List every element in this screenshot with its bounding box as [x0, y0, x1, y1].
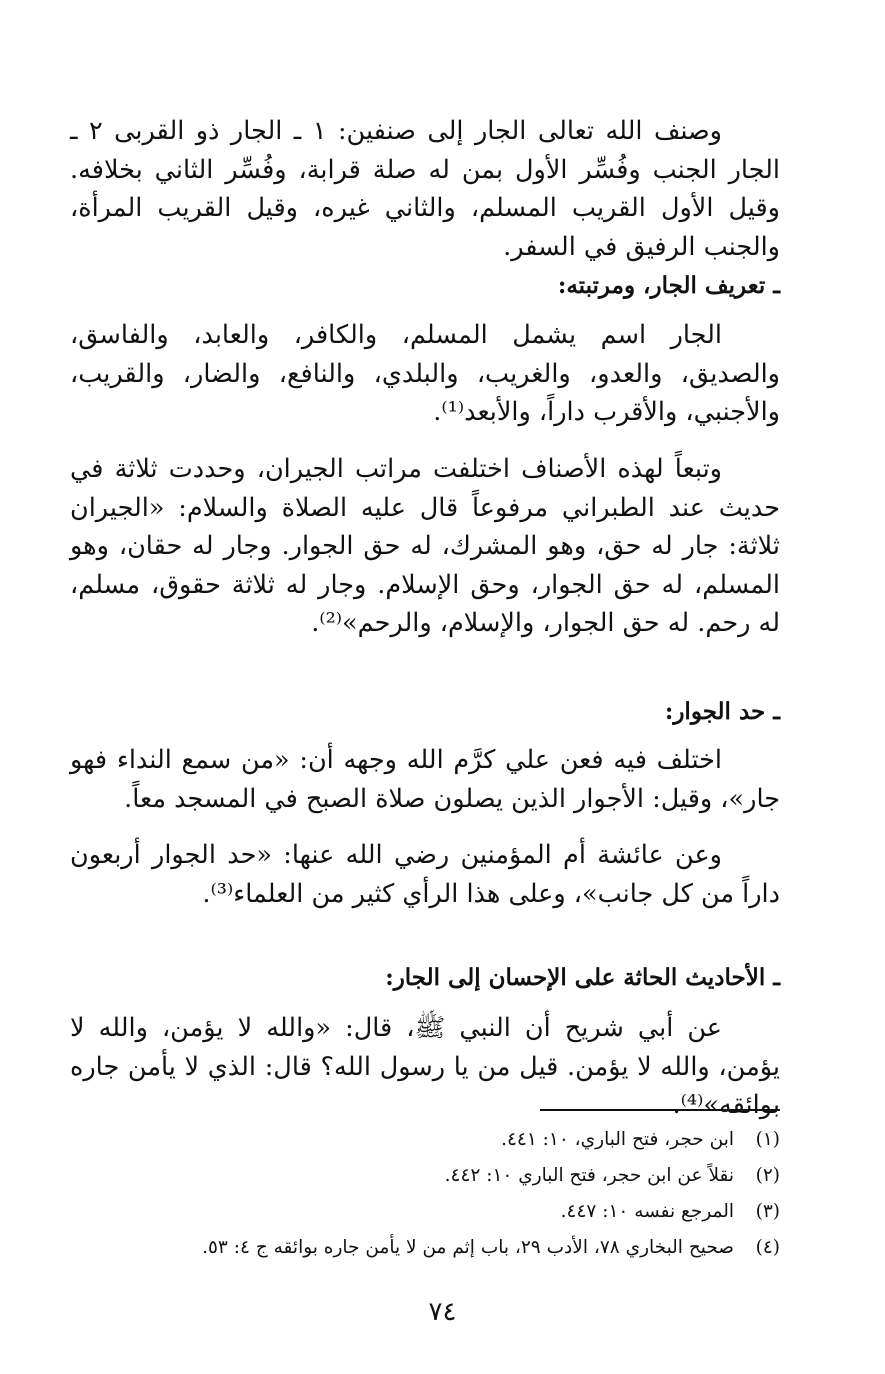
hadith-text: عن أبي شريح أن النبي ﷺ، قال: «والله لا يؤمن، والله لا يؤمن، والله لا يؤمن. قيل من يا رسول الله؟ قال: الذي لا يأمن جاره بوائقه»⁽⁴⁾. — [70, 1013, 780, 1120]
footnote-text: نقلاً عن ابن حجر، فتح الباري ١٠: ٤٤٢. — [444, 1165, 734, 1186]
definition-paragraph — [70, 316, 780, 432]
page-number: ٧٤ — [428, 1297, 457, 1327]
footnote-number: (٤) — [755, 1237, 780, 1258]
footnote-text: ابن حجر، فتح الباري، ١٠: ٤٤١. — [501, 1129, 734, 1150]
footnote-item — [70, 1158, 780, 1194]
ranks-paragraph — [70, 450, 780, 643]
heading-hadiths: ـ الأحاديث الحاثة على الإحسان إلى الجار: — [385, 964, 780, 991]
footnote-number: (٢) — [755, 1165, 780, 1186]
ranks-text: وتبعاً لهذه الأصناف اختلفت مراتب الجيران، وحددت ثلاثة في حديث عند الطبراني مرفوعاً قال عليه الصلاة والسلام: «الجيران ثلاثة: جار له حق، وهو المشرك، له حق الجوار. وجار له حقان، وهو المسلم، له حق الجوار، وحق الإسلام. وجار له ثلاثة حقوق، مسلم، له رحم. له حق الجوار، والإسلام، والرحم»⁽²⁾. — [70, 454, 780, 638]
definition-text: الجار اسم يشمل المسلم، والكافر، والعابد، والفاسق، والصديق، والعدو، والغريب، والبلدي، والنافع، والضار، والقريب، والأجنبي، والأقرب داراً، والأبعد⁽¹⁾. — [70, 320, 780, 427]
footnotes — [70, 1122, 780, 1266]
limit-text-1: اختلف فيه فعن علي كرَّم الله وجهه أن: «من سمع النداء فهو جار»، وقيل: الأجوار الذين يصلون صلاة الصبح في المسجد معاً. — [70, 745, 780, 814]
footnote-number: (٣) — [755, 1201, 780, 1222]
limit-paragraph-2 — [70, 836, 780, 913]
limit-text-2: وعن عائشة أم المؤمنين رضي الله عنها: «حد الجوار أربعون داراً من كل جانب»، وعلى هذا الرأي كثير من العلماء⁽³⁾. — [70, 840, 780, 909]
footnote-text: صحيح البخاري ٧٨، الأدب ٢٩، باب إثم من لا يأمن جاره بوائقه ج ٤: ٥٣. — [202, 1237, 734, 1258]
footnote-text: المرجع نفسه ١٠: ٤٤٧. — [560, 1201, 734, 1222]
footnote-number: (١) — [755, 1129, 780, 1150]
limit-paragraph-1 — [70, 741, 780, 818]
heading-definition: ـ تعريف الجار، ومرتبته: — [557, 272, 780, 299]
footnote-item — [70, 1122, 780, 1158]
heading-limit: ـ حد الجوار: — [664, 698, 780, 725]
footnote-separator — [540, 1109, 780, 1111]
intro-paragraph — [70, 112, 780, 266]
footnote-item — [70, 1230, 780, 1266]
intro-text: وصنف الله تعالى الجار إلى صنفين: ١ ـ الجار ذو القربى ٢ ـ الجار الجنب وفُسِّر الأول بمن له صلة قرابة، وفُسِّر الثاني بخلافه. وقيل الأول القريب المسلم، والثاني غيره، وقيل القريب المرأة، والجنب الرفيق في السفر. — [70, 116, 780, 262]
hadith-paragraph — [70, 1009, 780, 1125]
footnote-item — [70, 1194, 780, 1230]
